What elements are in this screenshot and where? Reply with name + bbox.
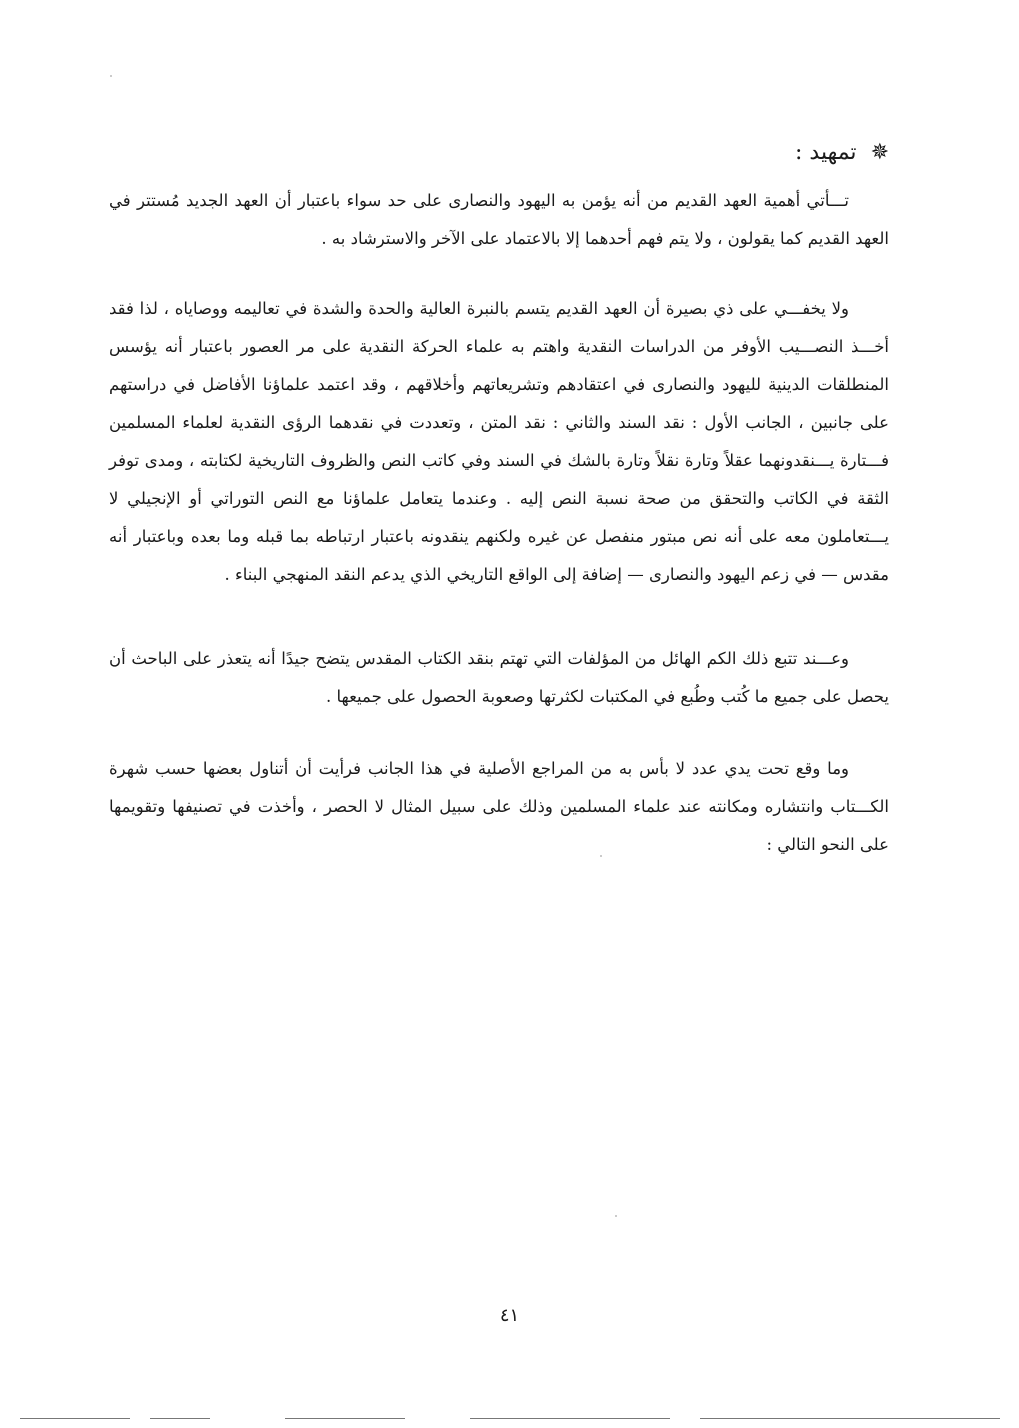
scan-edge-line <box>470 1418 670 1419</box>
scan-edge-line <box>700 1418 1000 1419</box>
paragraph-text: وما وقع تحت يدي عدد لا بأس به من المراجع الأصلية في هذا الجانب فرأيت أن أتناول بعضها حسب شهرة الكـــتاب وانتشاره ومكانته عند علماء المسلمين وذلك على سبيل المثال لا الحصر ، وأخذت في تصنيفها وتقويمها على النحو التالي : <box>109 759 889 854</box>
scan-speck <box>615 1215 617 1217</box>
heading-title: تمهيد : <box>794 140 857 165</box>
paragraph-text: تـــأتي أهمية العهد القديم من أنه يؤمن به اليهود والنصارى على حد سواء باعتبار أن العهد الجديد مُستتر في العهد القديم كما يقولون ، ولا يتم فهم أحدهما إلا بالاعتماد على الآخر والاسترشاد به . <box>109 191 889 248</box>
scan-edge-line <box>285 1418 405 1419</box>
paragraph-text: وعـــند تتبع ذلك الكم الهائل من المؤلفات التي تهتم بنقد الكتاب المقدس يتضح جيدًا أنه يتعذر على الباحث أن يحصل على جميع ما كُتب وطُبع في المكتبات لكثرتها وصعوبة الحصول على جميعها . <box>109 649 889 706</box>
paragraph-sources <box>109 640 889 716</box>
scan-edge-line <box>20 1418 130 1419</box>
paragraph-intro <box>109 182 889 258</box>
section-heading <box>795 140 889 165</box>
paragraph-text: ولا يخفـــي على ذي بصيرة أن العهد القديم يتسم بالنبرة العالية والحدة والشدة في تعاليمه ووصاياه ، لذا فقد أخـــذ النصـــيب الأوفر من الدراسات النقدية واهتم به علماء الحركة النقدية على مر العصور باعتبار أنه يؤسس المنطلقات الدينية لليهود والنصارى في اعتقادهم وتشريعاتهم وأخلاقهم ، وقد اعتمد علماؤنا الأفاضل في دراستهم على جانبين ، الجانب الأول : نقد السند والثاني : نقد المتن ، وتعددت في نقدهما الرؤى النقدية لعلماء المسلمين فـــتارة يـــنقدونهما عقلاً وتارة نقلاً وتارة بالشك في السند وفي كاتب النص والظروف التاريخية لكتابته ، ومدى توفر الثقة في الكاتب والتحقق من صحة نسبة النص إليه . وعندما يتعامل علماؤنا مع النص التوراتي أو الإنجيلي لا يـــتعاملون معه على أنه نص مبتور منفصل عن غيره ولكنهم ينقدونه باعتبار ارتباطه بما قبله وما بعده وباعتبار أنه مقدس — في زعم اليهود والنصارى — إضافة إلى الواقع التاريخي الذي يدعم النقد المنهجي البناء . <box>109 299 889 584</box>
paragraph-critique <box>109 290 889 594</box>
scan-speck <box>600 855 602 857</box>
scan-edge-line <box>150 1418 210 1419</box>
scan-speck <box>110 75 112 77</box>
star-ornament-icon: ✵ <box>870 140 889 165</box>
paragraph-method <box>109 750 889 864</box>
page-number: ٤١ <box>499 1305 520 1326</box>
